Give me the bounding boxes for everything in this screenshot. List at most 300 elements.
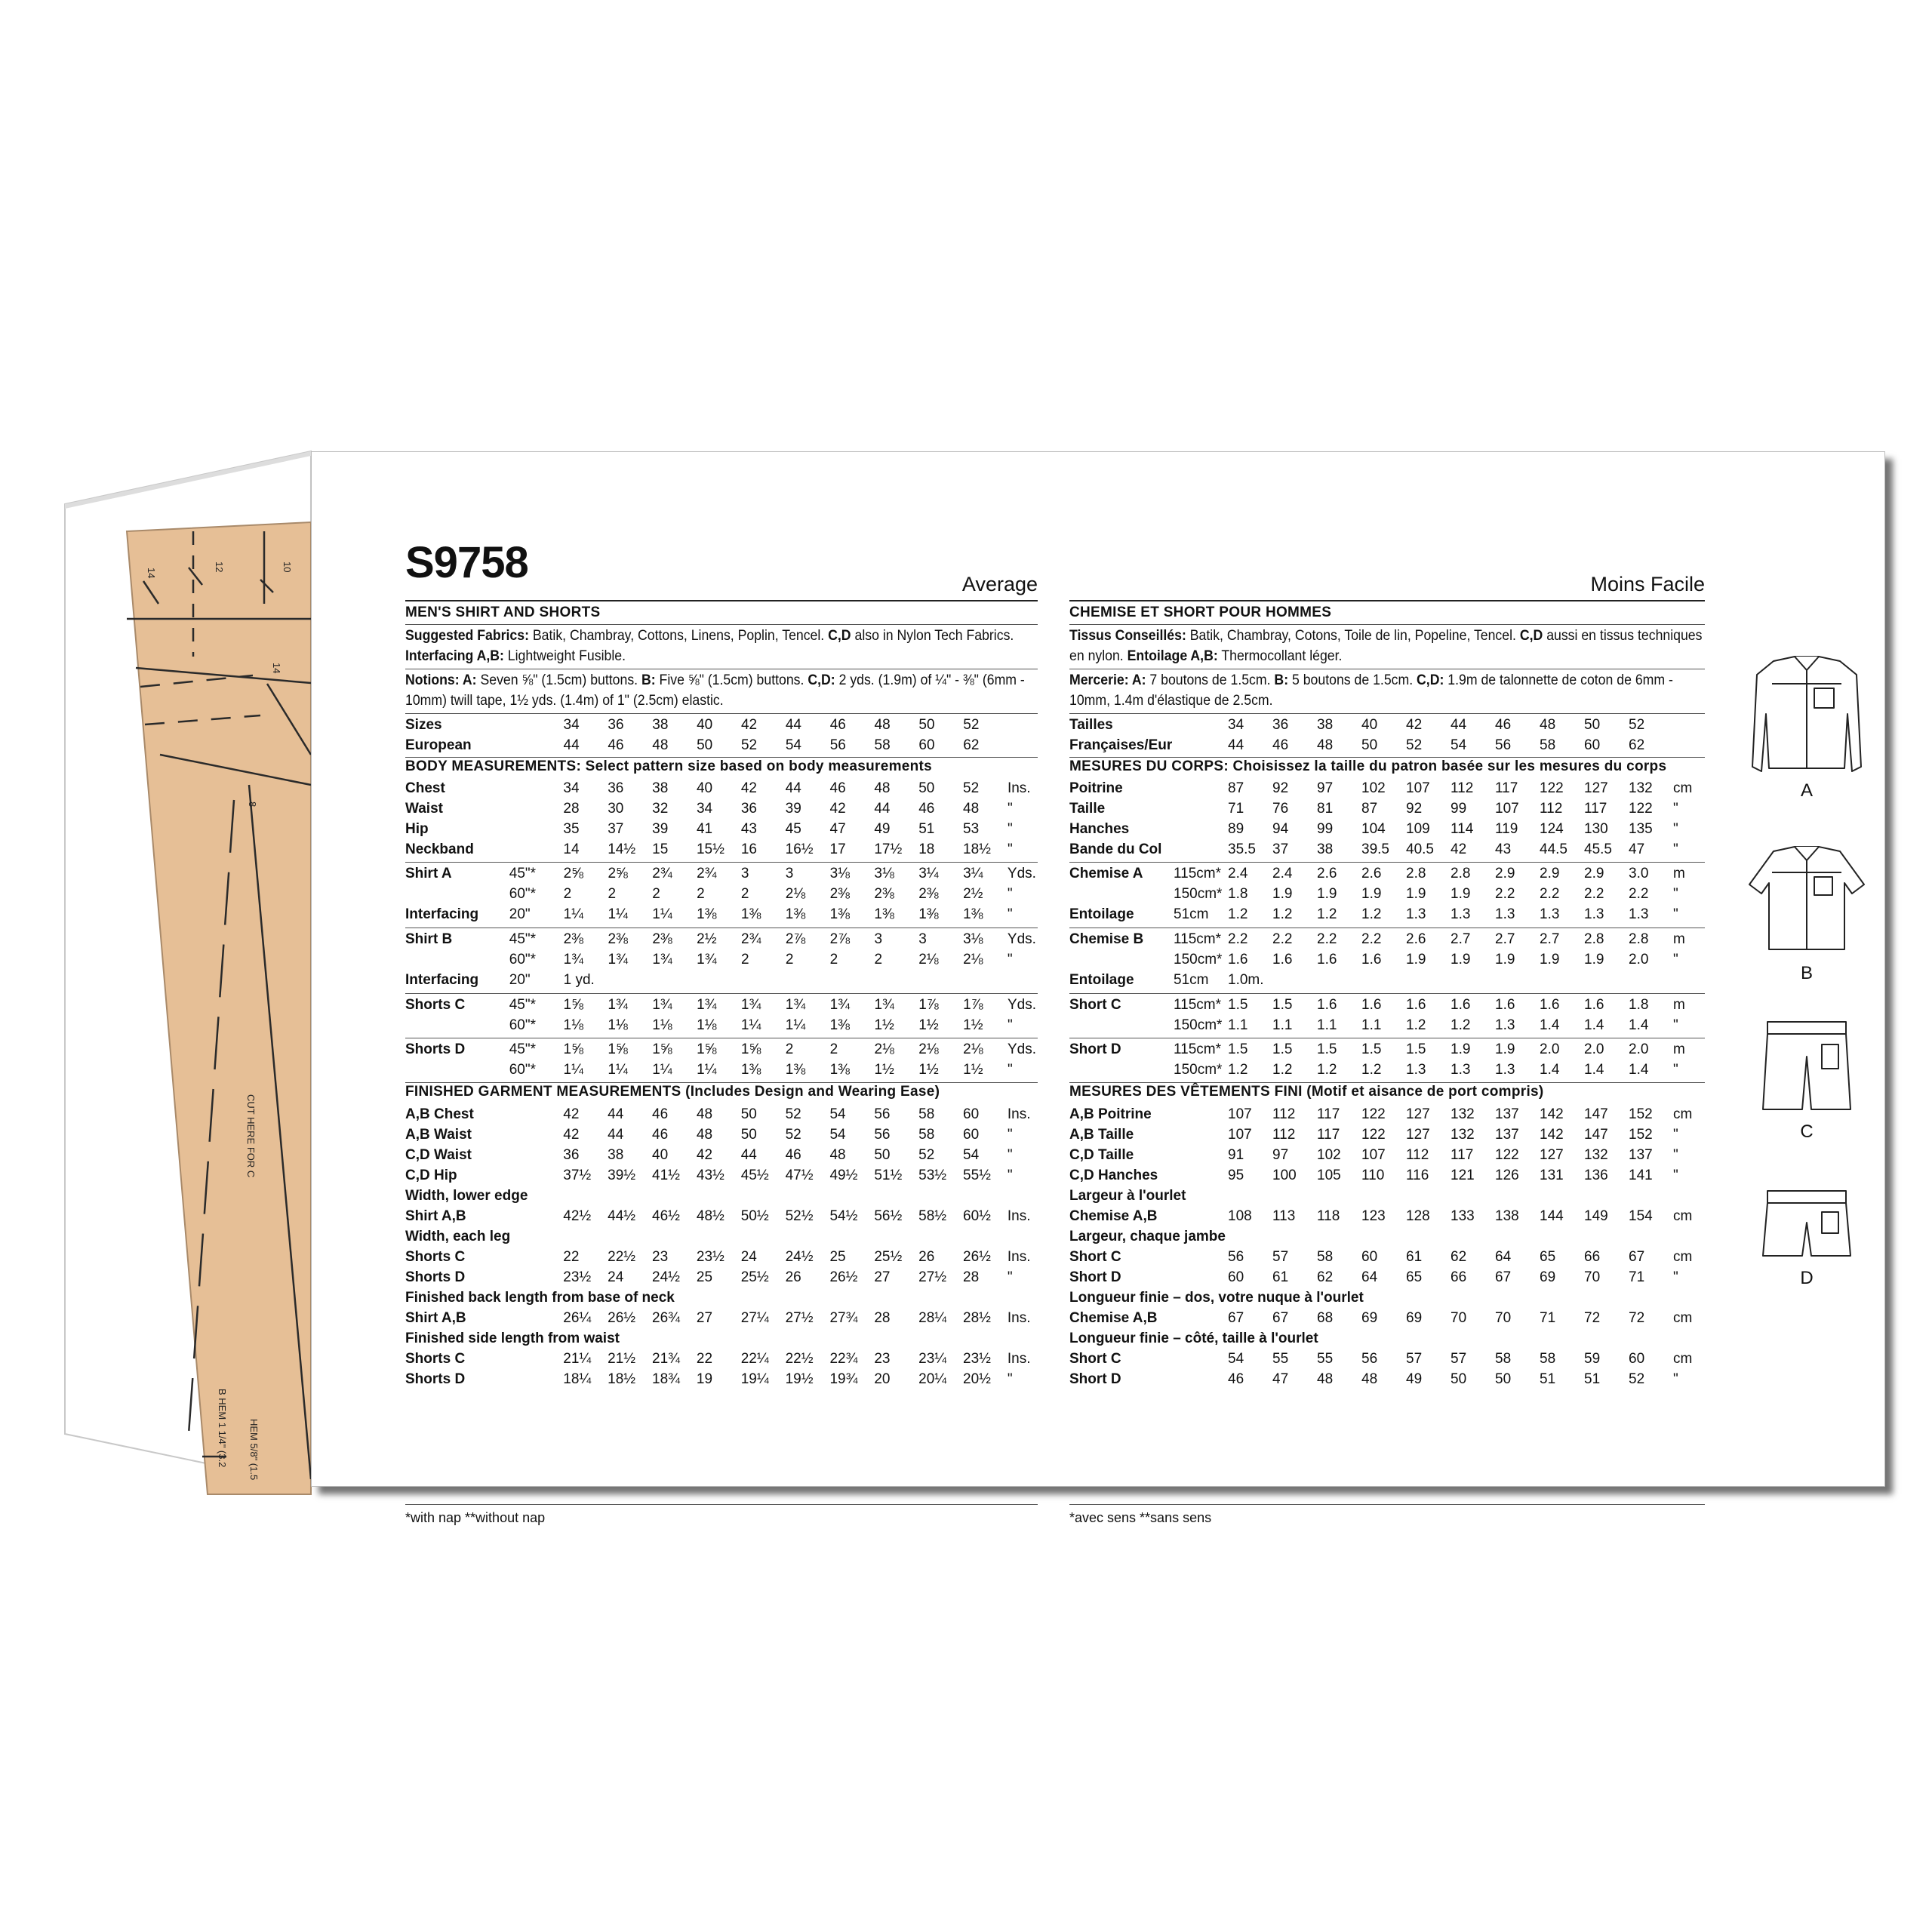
table-cell: 108 (1228, 1208, 1252, 1224)
table-row (405, 1308, 1038, 1328)
table-cell: 54 (1451, 737, 1467, 753)
table-cell: 2⅜ (874, 886, 894, 902)
notions-b: B: (641, 672, 656, 688)
pattern-back-sheet (311, 451, 1885, 1525)
table-cell: " (1007, 1017, 1013, 1033)
table-cell: 87 (1228, 780, 1244, 796)
row-label: Short D (1069, 1269, 1121, 1285)
interfacing-text-fr: Thermocollant léger. (1217, 648, 1343, 664)
table-cell: 3 (740, 866, 749, 881)
row-label: Short C (1069, 1249, 1121, 1265)
table-cell: 39 (652, 821, 669, 837)
table-cell: 2.8 (1584, 931, 1604, 947)
table-cell: 47 (1629, 841, 1645, 857)
table-cell (1174, 1308, 1228, 1328)
row-label: C,D Taille (1069, 1147, 1134, 1163)
fabrics-label: Suggested Fabrics: (405, 628, 529, 644)
table-cell: " (1007, 1269, 1013, 1285)
fabrics-label-fr: Tissus Conseillés: (1069, 628, 1186, 644)
table-cell: 1.3 (1406, 1062, 1426, 1078)
table-cell: 15½ (696, 841, 724, 857)
table-cell: 112 (1272, 1127, 1296, 1143)
table-cell: 61 (1272, 1269, 1289, 1285)
table-cell: 52½ (785, 1208, 814, 1224)
body-header-text-fr: Choisissez la taille du patron basée sur les mesures du corps (1228, 758, 1667, 774)
table-cell: 2⅛ (918, 952, 939, 968)
table-cell (509, 1165, 564, 1186)
table-cell: 54 (829, 1127, 846, 1143)
table-cell: 46 (652, 1127, 669, 1143)
table-cell: 147 (1584, 1106, 1608, 1122)
table-cell: 2⅜ (563, 931, 584, 947)
table-cell: 46 (829, 717, 846, 733)
table-cell: 28 (874, 1310, 891, 1326)
table-cell: 44 (785, 780, 801, 796)
table-cell: 48 (652, 737, 669, 753)
table-row (405, 1369, 1038, 1389)
table-row (1069, 904, 1703, 924)
table-cell: 60 (1584, 737, 1601, 753)
table-cell: 3 (785, 866, 794, 881)
table-cell: 56 (1361, 1351, 1378, 1367)
table-cell: m (1673, 866, 1685, 881)
table-cell: 58 (1540, 1351, 1556, 1367)
table-cell: 36 (608, 717, 624, 733)
table-cell: 1.6 (1361, 952, 1382, 968)
table-cell: Ins. (1007, 1208, 1031, 1224)
difficulty-level: Average (961, 573, 1038, 595)
table-cell: 72 (1629, 1310, 1645, 1326)
finished-measurements-header (405, 1084, 940, 1100)
table-cell: 49½ (829, 1168, 858, 1183)
table-cell: 2⅝ (563, 866, 584, 881)
table-cell: 46 (1228, 1371, 1244, 1387)
table-cell (652, 970, 697, 990)
table-cell (509, 1145, 564, 1165)
table-cell: 54 (1228, 1351, 1244, 1367)
table-cell: 49 (1406, 1371, 1423, 1387)
table-cell: 1⅞ (918, 997, 939, 1013)
table-row (405, 1015, 1038, 1035)
table-cell: 24 (740, 1249, 757, 1265)
table-cell (509, 1267, 564, 1287)
table-cell: Ins. (1007, 1310, 1031, 1326)
table-cell: 1¾ (874, 997, 894, 1013)
table-cell: 2⅛ (785, 886, 806, 902)
table-cell: 149 (1584, 1208, 1608, 1224)
table-cell (1008, 970, 1038, 990)
table-cell: 1.2 (1406, 1017, 1426, 1033)
table-cell: 2.9 (1495, 866, 1515, 881)
table-cell (509, 1308, 564, 1328)
table-cell (786, 970, 830, 990)
table-cell: 127 (1584, 780, 1608, 796)
table-cell: 1⅝ (563, 997, 583, 1013)
table-cell: m (1673, 997, 1685, 1013)
table-cell: 2 (785, 952, 794, 968)
table-cell: 1.1 (1361, 1017, 1382, 1033)
table-cell: " (1673, 1017, 1678, 1033)
table-cell: cm (1673, 1208, 1693, 1224)
table-cell: 2½ (697, 931, 717, 947)
table-cell: 1¼ (608, 906, 628, 922)
table-cell: 70 (1495, 1310, 1512, 1326)
table-cell: 48 (1317, 1371, 1334, 1387)
notions-b-fr: B: (1274, 672, 1289, 688)
table-cell: 1.2 (1272, 1062, 1293, 1078)
tissue-mark-14b: 14 (271, 663, 282, 674)
table-cell: 2.2 (1361, 931, 1382, 947)
table-cell: 130 (1584, 821, 1608, 837)
table-cell: 14 (563, 841, 580, 857)
table-row (1069, 819, 1703, 839)
table-cell: 56 (874, 1106, 891, 1122)
table-row (405, 1039, 1038, 1060)
table-cell: 150cm* (1174, 886, 1223, 902)
row-label: Bande du Col (1069, 841, 1162, 857)
table-cell: 50 (1584, 717, 1601, 733)
table-cell: 43 (740, 821, 757, 837)
table-cell: 2.0 (1629, 952, 1649, 968)
table-cell: 56 (1228, 1249, 1244, 1265)
table-cell: 1.4 (1584, 1062, 1604, 1078)
table-cell: 104 (1361, 821, 1386, 837)
table-cell: 127 (1406, 1127, 1430, 1143)
table-cell: 2.2 (1495, 886, 1515, 902)
table-cell: 50 (918, 780, 935, 796)
table-cell: 2 (608, 886, 617, 902)
table-cell: 42 (1451, 841, 1467, 857)
table-cell: m (1673, 931, 1685, 947)
table-cell: 109 (1406, 821, 1430, 837)
table-cell: 45"* (509, 866, 537, 881)
table-row (405, 863, 1038, 884)
table-cell: " (1673, 886, 1678, 902)
row-label: Width, each leg (405, 1229, 511, 1244)
table-cell: 48 (874, 780, 891, 796)
table-cell: 51 (1540, 1371, 1556, 1387)
table-cell: 132 (1629, 780, 1653, 796)
table-cell: 48 (1317, 737, 1334, 753)
table-cell: 58 (1495, 1351, 1512, 1367)
table-row (1069, 1267, 1703, 1287)
table-cell: 1.5 (1361, 1041, 1382, 1057)
table-cell: 2.2 (1228, 931, 1248, 947)
table-cell: 22¼ (740, 1351, 769, 1367)
table-cell: 68 (1317, 1310, 1334, 1326)
row-label: C,D Waist (405, 1147, 472, 1163)
table-cell: 115cm* (1174, 997, 1222, 1013)
table-row (1069, 1369, 1703, 1389)
view-label-c: C (1800, 1121, 1814, 1142)
table-cell: 19 (696, 1371, 713, 1387)
nap-footnote: *with nap **without nap (405, 1510, 546, 1525)
table-cell: 52 (785, 1106, 801, 1122)
notions-cd: C,D: (808, 672, 835, 688)
table-cell: 19½ (785, 1371, 814, 1387)
table-cell (874, 970, 918, 990)
table-cell: 59 (1584, 1351, 1601, 1367)
table-cell: 1½ (874, 1017, 894, 1033)
table-cell: 154 (1629, 1208, 1653, 1224)
table-cell: 16 (740, 841, 757, 857)
table-row (405, 1104, 1038, 1124)
table-cell (1174, 1267, 1228, 1287)
table-cell: 1.3 (1451, 1062, 1471, 1078)
table-cell: " (1673, 821, 1678, 837)
table-cell: 53½ (918, 1168, 947, 1183)
row-label: Interfacing (405, 972, 479, 988)
table-cell: 2⅛ (918, 1041, 939, 1057)
yardage-shorts-c (405, 995, 1038, 1035)
table-cell: 1⅛ (652, 1017, 672, 1033)
table-cell: 150cm* (1174, 952, 1223, 968)
table-cell: 2⅝ (608, 866, 628, 881)
table-row (405, 1186, 1038, 1206)
table-cell: 60 (1228, 1269, 1244, 1285)
table-cell: 49 (874, 821, 891, 837)
table-cell: 1.4 (1584, 1017, 1604, 1033)
table-cell (1673, 735, 1703, 755)
table-cell: 119 (1495, 821, 1518, 837)
table-cell: 60 (963, 1127, 980, 1143)
table-cell: 26½ (963, 1249, 992, 1265)
table-cell: 1.8 (1228, 886, 1248, 902)
table-cell: 1.5 (1317, 1041, 1337, 1057)
table-row (405, 1247, 1038, 1267)
table-cell: 48 (963, 801, 980, 817)
table-cell: 38 (652, 780, 669, 796)
table-cell: 2.7 (1495, 931, 1515, 947)
table-cell (509, 1104, 564, 1124)
table-cell: 122 (1629, 801, 1653, 817)
body-measurements-table (405, 778, 1038, 860)
table-cell: 1¼ (608, 1062, 628, 1078)
table-cell (509, 778, 564, 798)
table-cell: 132 (1451, 1127, 1475, 1143)
table-cell: 1⅜ (918, 906, 939, 922)
table-cell: 69 (1540, 1269, 1556, 1285)
table-cell: 62 (963, 737, 980, 753)
table-cell: 1⅜ (697, 906, 717, 922)
table-cell: 116 (1406, 1168, 1429, 1183)
table-cell: 39.5 (1361, 841, 1389, 857)
divider (1069, 862, 1705, 863)
table-cell: 50½ (740, 1208, 769, 1224)
table-row (405, 1226, 1038, 1247)
table-cell: 97 (1317, 780, 1334, 796)
table-cell: Ins. (1007, 780, 1031, 796)
fabrics-cd-fr: C,D (1519, 628, 1543, 644)
table-cell: " (1673, 1269, 1678, 1285)
table-cell: 44 (563, 737, 580, 753)
table-row (1069, 1104, 1703, 1124)
table-cell: 115cm* (1174, 931, 1222, 947)
table-cell: 107 (1406, 780, 1430, 796)
body-header-bold: BODY MEASUREMENTS: (405, 758, 582, 774)
table-cell: 1⅜ (785, 1062, 806, 1078)
notions-text3: 2 yds. (1.9m) of ¼" - ⅜" (6mm - 10mm) twill tape, 1½ yds. (1.4m) of 1" (2.5cm) elastic. (405, 672, 1025, 709)
table-cell (509, 1349, 564, 1369)
table-row (1069, 1015, 1703, 1035)
table-cell: 27¼ (740, 1310, 769, 1326)
table-cell (509, 1369, 564, 1389)
table-cell: 1⅜ (785, 906, 806, 922)
table-row (1069, 995, 1703, 1015)
table-cell: 25½ (740, 1269, 769, 1285)
row-label (1069, 1015, 1174, 1035)
table-cell: 34 (563, 717, 580, 733)
view-c-shorts-sketch (1763, 1022, 1850, 1109)
table-cell: 18¾ (652, 1371, 680, 1387)
table-cell: 23½ (563, 1269, 592, 1285)
table-cell: 1.9 (1451, 1041, 1471, 1057)
table-cell: 60"* (509, 1017, 536, 1033)
body-header-text: Select pattern size based on body measurements (581, 758, 933, 774)
row-label: A,B Chest (405, 1106, 474, 1122)
tissue-mark-12: 12 (214, 561, 225, 573)
table-row (1069, 735, 1703, 755)
row-label: Shirt A (405, 866, 452, 881)
table-cell: 117 (1584, 801, 1607, 817)
row-label: Finished side length from waist (405, 1331, 620, 1346)
row-label: Neckband (405, 841, 474, 857)
row-label: Short C (1069, 997, 1121, 1013)
table-row (1069, 1226, 1703, 1247)
table-cell: 52 (963, 717, 980, 733)
table-cell (509, 798, 564, 819)
table-cell: 2⅜ (829, 886, 850, 902)
table-cell: 19¾ (829, 1371, 858, 1387)
table-cell: 97 (1272, 1147, 1289, 1163)
row-label: Shorts D (405, 1041, 466, 1057)
table-cell: 1.6 (1406, 997, 1426, 1013)
table-cell: 67 (1228, 1310, 1244, 1326)
table-cell: 150cm* (1174, 1062, 1223, 1078)
table-cell: 2¾ (741, 931, 761, 947)
table-cell: 44.5 (1540, 841, 1567, 857)
table-cell: Ins. (1007, 1351, 1031, 1367)
sizes-table (405, 715, 1038, 755)
table-cell: cm (1673, 1310, 1693, 1326)
table-cell (509, 819, 564, 839)
table-cell: 112 (1406, 1147, 1429, 1163)
table-cell: 53 (963, 821, 980, 837)
table-cell: 44 (608, 1106, 624, 1122)
table-row (405, 929, 1038, 949)
table-cell: 45"* (509, 1041, 536, 1057)
table-cell: 137 (1629, 1147, 1653, 1163)
table-cell: 122 (1495, 1147, 1519, 1163)
yardage-short-d (1069, 1039, 1703, 1080)
table-cell: 1¾ (563, 952, 584, 968)
table-cell: 48 (696, 1127, 713, 1143)
table-cell: 1⅝ (652, 1041, 672, 1057)
table-cell: 1⅜ (829, 1062, 851, 1078)
table-row (405, 839, 1038, 860)
row-label: A,B Poitrine (1069, 1106, 1152, 1122)
interfacing-label: Interfacing A,B: (405, 648, 504, 664)
row-label (405, 884, 509, 904)
table-cell: 137 (1495, 1127, 1519, 1143)
notions-text: Seven ⅝" (1.5cm) buttons. (476, 672, 641, 688)
table-cell: 17 (829, 841, 846, 857)
table-cell (1174, 819, 1228, 839)
table-cell: 1.9 (1451, 886, 1471, 902)
table-cell: 25½ (874, 1249, 903, 1265)
table-cell: 44 (608, 1127, 624, 1143)
divider (405, 993, 1038, 994)
table-cell (509, 1124, 564, 1145)
table-cell: 2.2 (1584, 886, 1604, 902)
table-cell: 87 (1361, 801, 1378, 817)
table-cell: 57 (1406, 1351, 1423, 1367)
table-cell: 26½ (829, 1269, 858, 1285)
row-label: A,B Waist (405, 1127, 472, 1143)
table-cell: 43 (1495, 841, 1512, 857)
table-cell: 1.3 (1451, 906, 1471, 922)
table-row (1069, 1145, 1703, 1165)
table-cell: 23¼ (918, 1351, 947, 1367)
table-cell: 23½ (963, 1351, 992, 1367)
row-label: Hip (405, 821, 429, 837)
table-cell: 2.4 (1272, 866, 1293, 881)
table-cell: 1¾ (652, 952, 672, 968)
table-cell: 40.5 (1406, 841, 1434, 857)
table-row (1069, 884, 1703, 904)
table-cell: 50 (1451, 1371, 1467, 1387)
table-cell: 44 (785, 717, 801, 733)
table-cell: 137 (1495, 1106, 1519, 1122)
table-cell: " (1007, 841, 1013, 857)
table-cell: " (1673, 906, 1678, 922)
table-cell: 3¼ (918, 866, 939, 881)
table-cell: 107 (1228, 1127, 1252, 1143)
pattern-code: S9758 (405, 538, 528, 587)
table-cell: 1.4 (1540, 1017, 1560, 1033)
table-cell: 41½ (652, 1168, 680, 1183)
table-cell: 126 (1495, 1168, 1519, 1183)
table-cell: 1¾ (608, 952, 628, 968)
divider (405, 757, 1038, 758)
table-cell: 2⅜ (918, 886, 939, 902)
table-cell: 2.6 (1317, 866, 1337, 881)
table-cell: 20" (509, 906, 531, 922)
table-cell: 18¼ (563, 1371, 592, 1387)
table-cell: 26¼ (563, 1310, 592, 1326)
table-cell: 15 (652, 841, 669, 857)
table-row (405, 1060, 1038, 1080)
table-cell: 127 (1406, 1106, 1430, 1122)
table-cell: 36 (740, 801, 757, 817)
table-cell (1673, 970, 1703, 990)
table-row (1069, 1186, 1703, 1206)
table-cell: 132 (1584, 1147, 1608, 1163)
table-cell: 2.0 (1540, 1041, 1560, 1057)
table-cell: cm (1673, 1351, 1693, 1367)
table-cell: 1¾ (829, 997, 851, 1013)
yardage-shirt-a (405, 863, 1038, 924)
body-measurements-header-fr (1069, 758, 1666, 775)
table-cell: 50 (1495, 1371, 1512, 1387)
table-cell: 70 (1584, 1269, 1601, 1285)
table-cell: 2⅛ (963, 952, 983, 968)
table-cell: 48½ (696, 1208, 724, 1224)
table-cell: 55½ (963, 1168, 992, 1183)
table-row (1069, 1328, 1703, 1349)
table-cell: 50 (918, 717, 935, 733)
table-cell: 2 (785, 1041, 794, 1057)
